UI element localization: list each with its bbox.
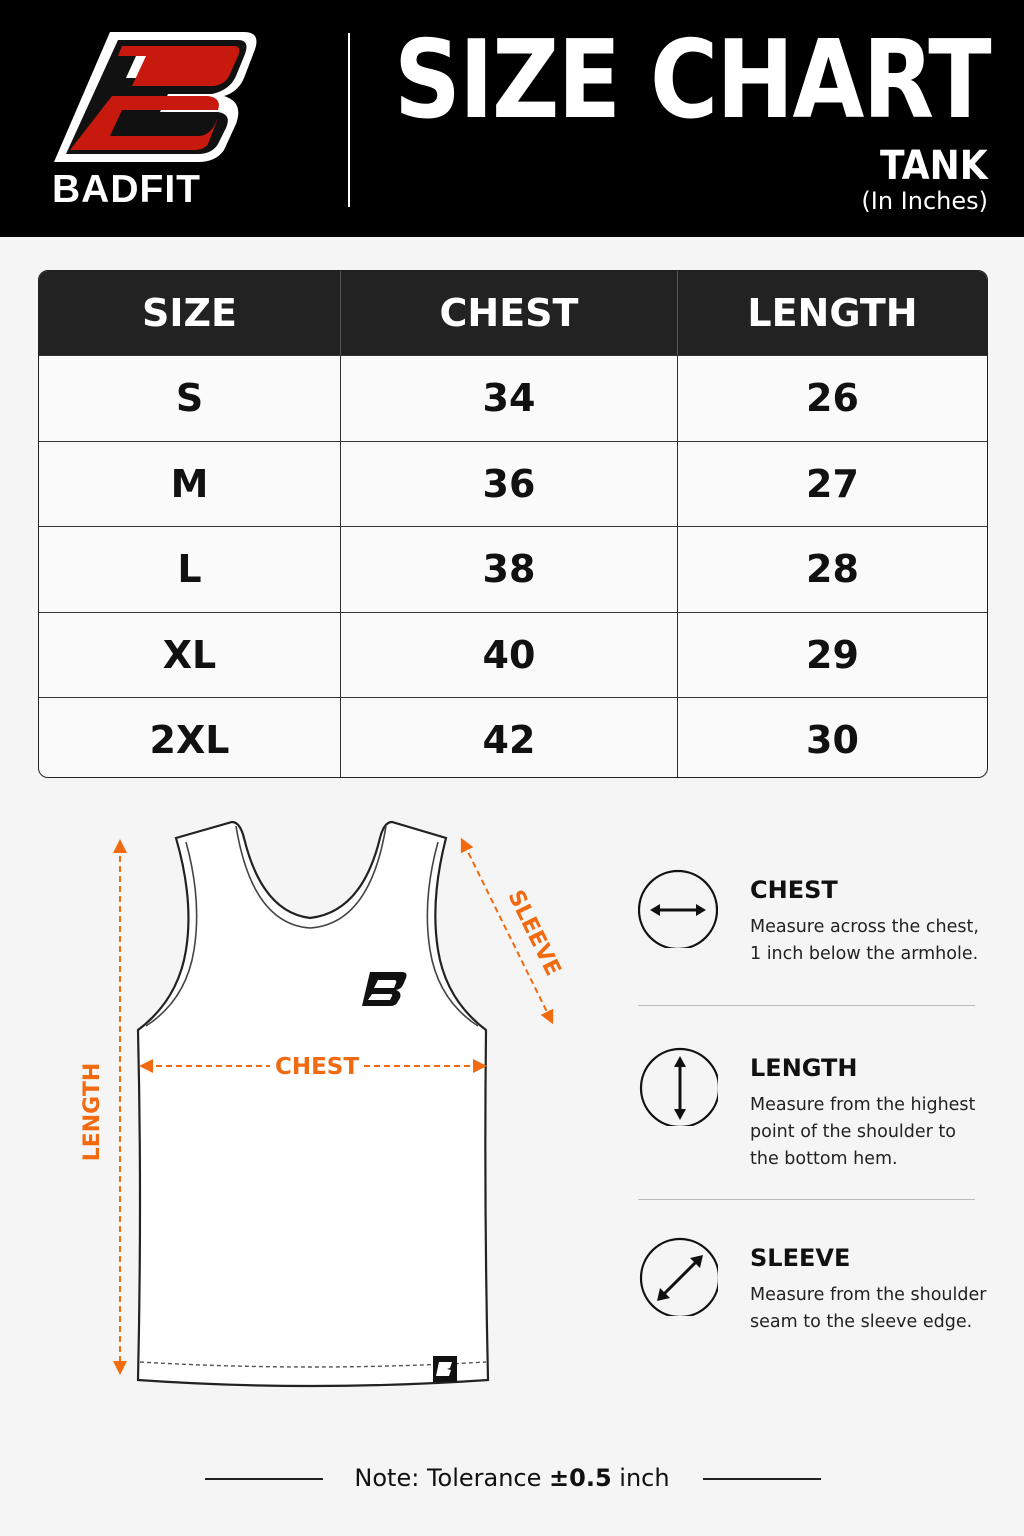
chest-cell: 34 [341,356,678,441]
chest-cell: 38 [341,527,678,612]
sleeve-label: SLEEVE [502,886,566,980]
length-cell: 29 [806,632,859,677]
header-divider [348,33,350,207]
table-row [39,355,987,441]
legend-divider [638,1005,975,1006]
size-table [38,270,988,778]
vertical-arrow-icon [638,1046,718,1126]
tolerance-note [0,1464,1024,1492]
legend-title: LENGTH [750,1054,858,1082]
size-cell: 2XL [39,698,341,778]
table-row [39,697,987,778]
length-cell: 30 [806,718,859,763]
note-suffix: inch [611,1464,670,1492]
column-header-size: SIZE [39,271,341,355]
units-label: (In Inches) [861,187,988,215]
legend-description: Measure from the shoulder seam to the sleeve edge. [750,1285,987,1332]
legend-description: Measure from the highest point of the shoulder to the bottom hem. [750,1095,976,1169]
chest-label: CHEST [274,1054,360,1080]
table-row [39,612,987,698]
column-header-chest: CHEST [341,271,678,355]
chest-cell: 36 [341,442,678,527]
column-header-length: LENGTH [747,291,918,335]
tank-outline [138,822,488,1386]
length-cell: 28 [806,547,859,592]
length-label: LENGTH [80,1062,105,1162]
header-bar [0,0,1024,237]
note-prefix: Note: Tolerance [354,1464,550,1492]
legend-description: Measure across the chest, 1 inch below the armhole. [750,917,979,964]
legend-title: SLEEVE [750,1244,851,1272]
legend-divider [638,1199,975,1200]
table-row [39,441,987,527]
size-cell: L [39,527,341,612]
note-value: ±0.5 [549,1464,612,1492]
size-cell: M [39,442,341,527]
chest-cell: 40 [341,613,678,698]
length-cell: 27 [806,461,859,506]
chest-cell: 42 [341,698,678,778]
horizontal-arrow-icon [638,868,718,948]
length-cell: 26 [806,376,859,421]
size-cell: XL [39,613,341,698]
diagonal-arrow-icon [638,1236,718,1316]
tank-diagram [0,800,620,1400]
size-cell: S [39,356,341,441]
table-row [39,526,987,612]
table-header-row [39,271,987,355]
page-title: SIZE CHART [394,18,990,143]
brand-name: BADFIT [52,168,201,211]
product-type: TANK [880,143,988,189]
legend-title: CHEST [750,876,838,904]
